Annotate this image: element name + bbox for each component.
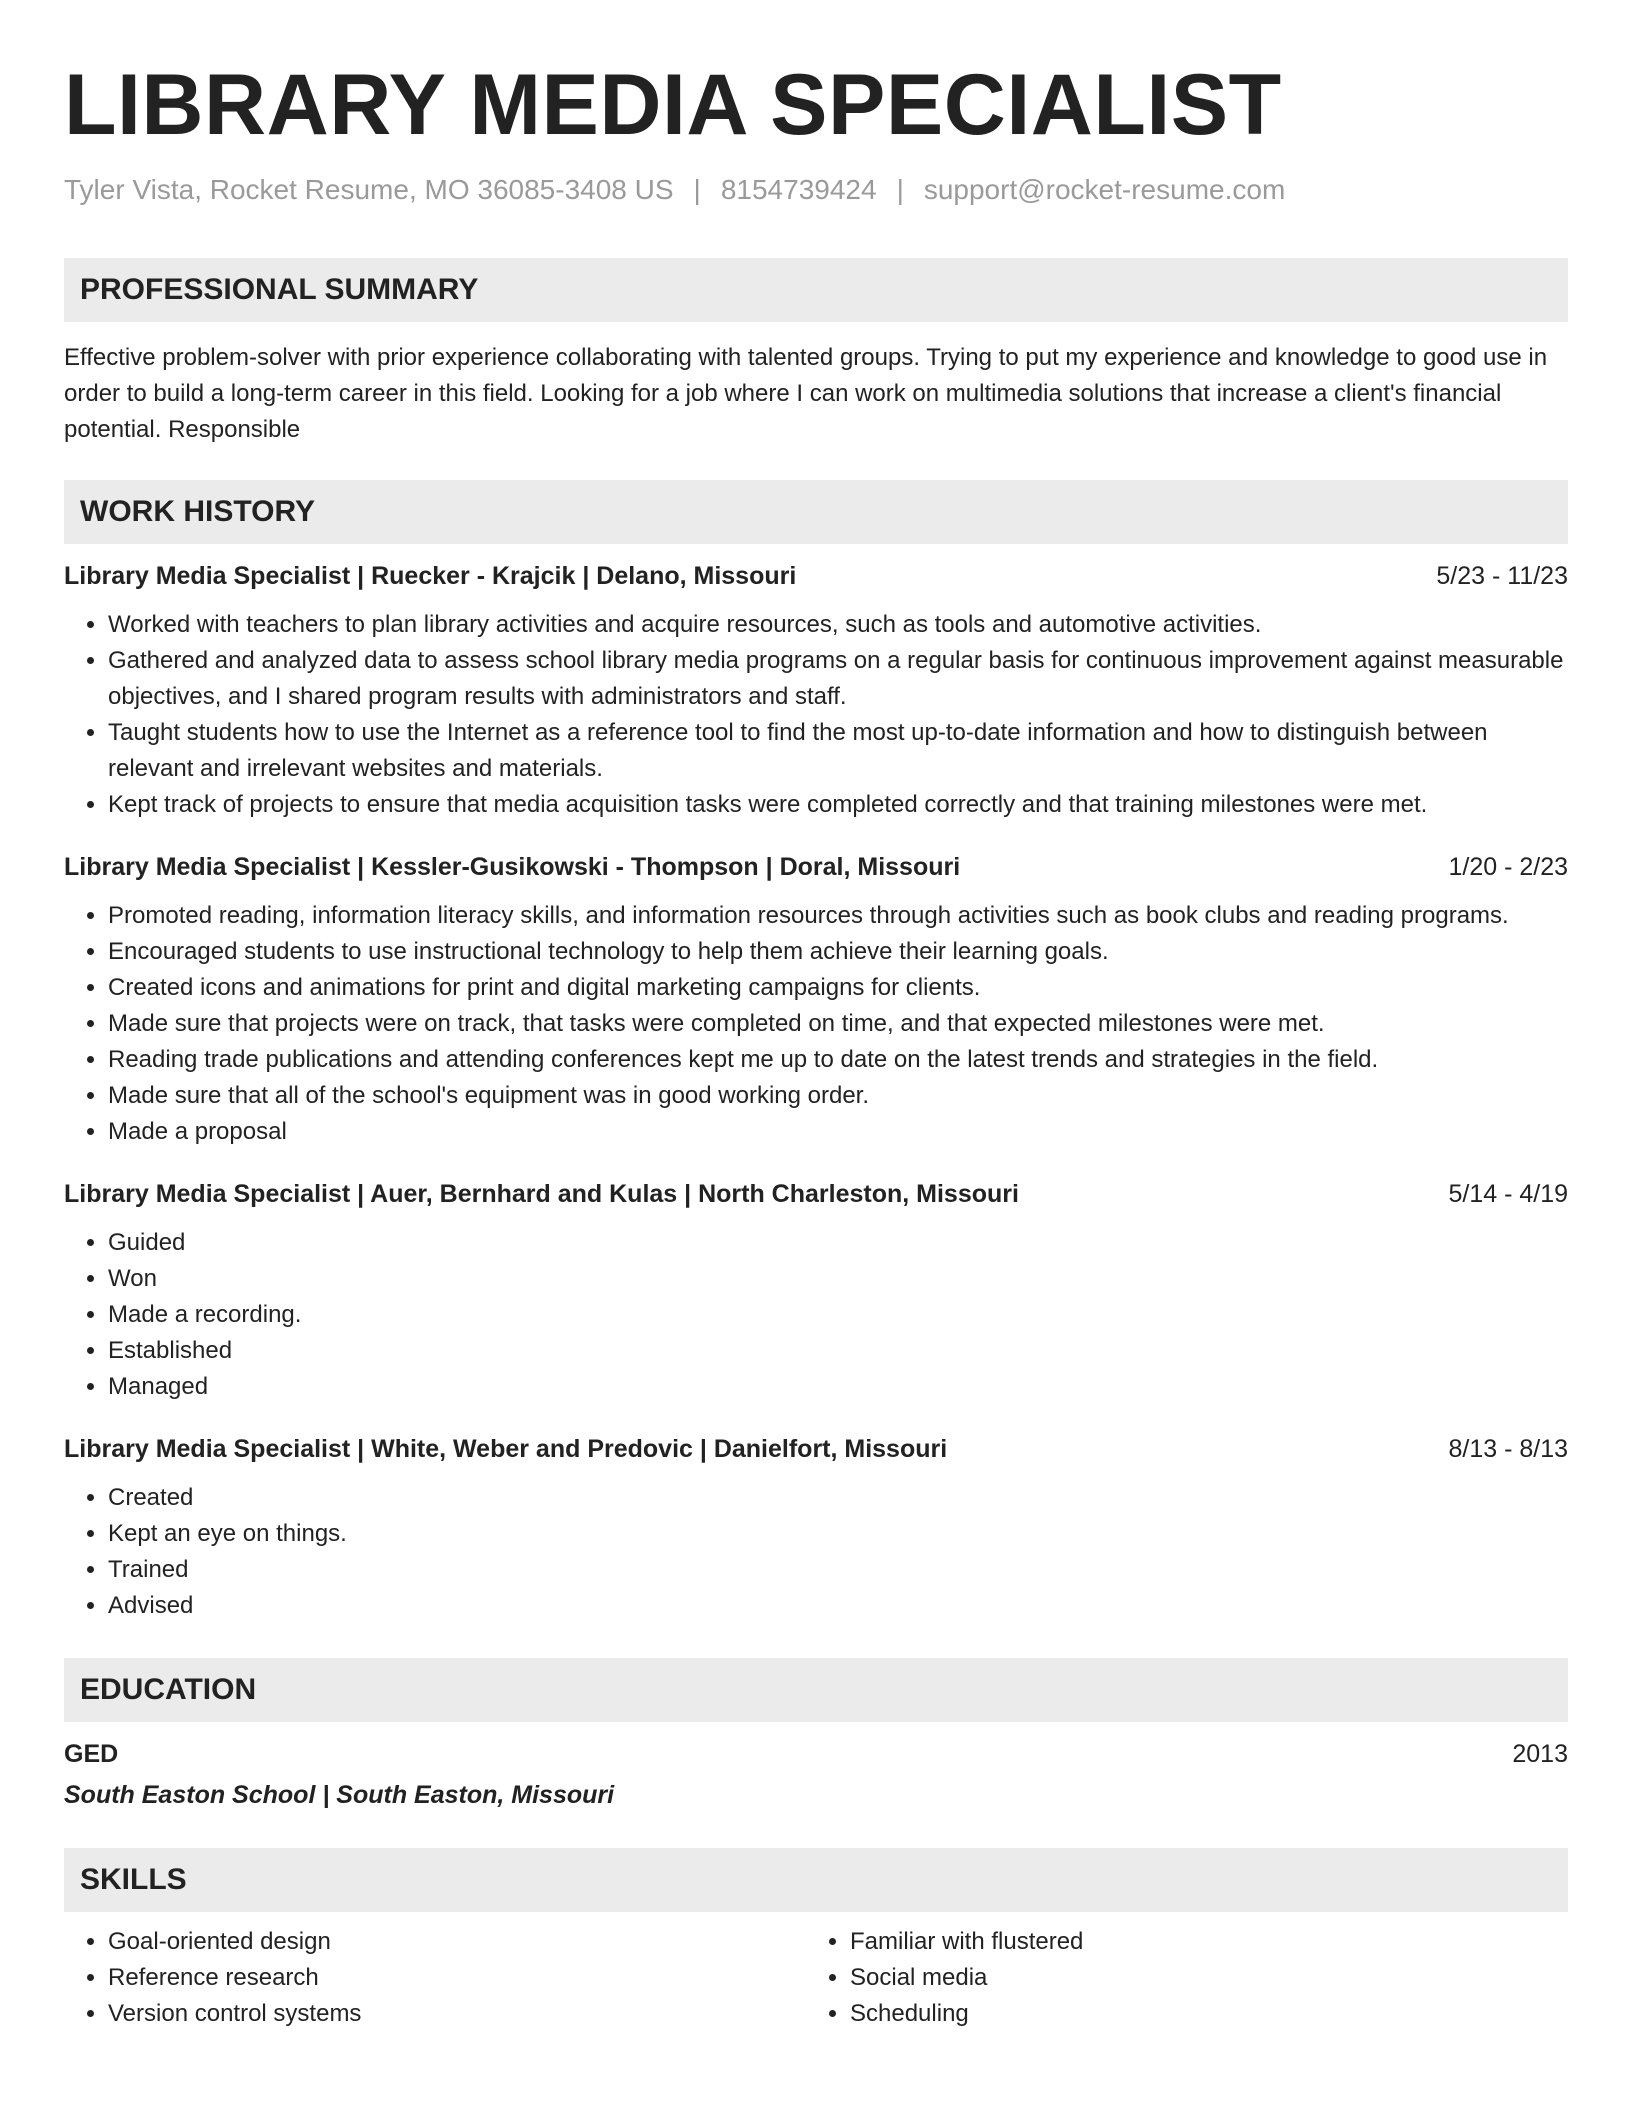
job-title: Library Media Specialist | White, Weber and Predovic | Danielfort, Missouri bbox=[64, 1435, 948, 1463]
job-bullet: • Promoted reading, information literacy skills, and information resources through activities such as book clubs and reading programs. bbox=[108, 898, 1568, 934]
education-heading: EDUCATION bbox=[64, 1658, 1568, 1722]
job-bullets bbox=[64, 1480, 1568, 1624]
job-bullet: • Kept track of projects to ensure that media acquisition tasks were completed correctly and that training milestones were met. bbox=[108, 787, 1568, 823]
job-title: Library Media Specialist | Kessler-Gusikowski - Thompson | Doral, Missouri bbox=[64, 853, 961, 881]
skills-list-right bbox=[806, 1924, 1548, 2032]
contact-email: support@rocket-resume.com bbox=[923, 174, 1286, 205]
job-bullet: • Made a recording. bbox=[108, 1297, 1568, 1333]
contact-phone: 8154739424 bbox=[720, 174, 877, 205]
resume-name: LIBRARY MEDIA SPECIALIST bbox=[64, 57, 1282, 153]
job-bullet: • Managed bbox=[108, 1369, 1568, 1405]
job-bullet: • Created bbox=[108, 1480, 1568, 1516]
contact-separator: | bbox=[693, 174, 701, 205]
job-bullet: • Won bbox=[108, 1261, 1568, 1297]
job-header bbox=[64, 1180, 1568, 1209]
job-bullets bbox=[64, 898, 1568, 1150]
work-history-heading: WORK HISTORY bbox=[64, 480, 1568, 544]
summary-heading: PROFESSIONAL SUMMARY bbox=[64, 258, 1568, 322]
contact-address: Tyler Vista, Rocket Resume, MO 36085-3408 US bbox=[64, 174, 674, 205]
contact-separator: | bbox=[896, 174, 904, 205]
job-bullets bbox=[64, 1225, 1568, 1405]
job-bullet: • Made sure that all of the school's equipment was in good working order. bbox=[108, 1078, 1568, 1114]
job-header bbox=[64, 562, 1568, 591]
job-header bbox=[64, 853, 1568, 882]
job-bullet: • Established bbox=[108, 1333, 1568, 1369]
job-bullets bbox=[64, 607, 1568, 823]
skill-item: • Scheduling bbox=[850, 1996, 1548, 2032]
skills-columns bbox=[64, 1924, 1568, 2032]
education-entry bbox=[64, 1740, 1568, 1810]
education-year: 2013 bbox=[1512, 1740, 1568, 1768]
skills-heading: SKILLS bbox=[64, 1848, 1568, 1912]
job-bullet: • Guided bbox=[108, 1225, 1568, 1261]
job-dates: 5/14 - 4/19 bbox=[1448, 1180, 1568, 1208]
job-bullet: • Taught students how to use the Internet as a reference tool to find the most up-to-date information and how to distinguish between relevant and irrelevant websites and materials. bbox=[108, 715, 1568, 787]
job-dates: 5/23 - 11/23 bbox=[1436, 562, 1568, 590]
job-bullet: • Made a proposal bbox=[108, 1114, 1568, 1150]
job-title: Library Media Specialist | Auer, Bernhard and Kulas | North Charleston, Missouri bbox=[64, 1180, 1019, 1208]
job-bullet: • Trained bbox=[108, 1552, 1568, 1588]
skill-item: • Familiar with flustered bbox=[850, 1924, 1548, 1960]
skill-item: • Reference research bbox=[108, 1960, 806, 1996]
skills-list-left bbox=[64, 1924, 806, 2032]
skill-item: • Goal-oriented design bbox=[108, 1924, 806, 1960]
skill-item: • Social media bbox=[850, 1960, 1548, 1996]
job-bullet: • Advised bbox=[108, 1588, 1568, 1624]
education-school: South Easton School | South Easton, Missouri bbox=[64, 1781, 615, 1809]
job-bullet: • Made sure that projects were on track, that tasks were completed on time, and that expected milestones were met. bbox=[108, 1006, 1568, 1042]
skill-item: • Version control systems bbox=[108, 1996, 806, 2032]
job-entry bbox=[64, 1180, 1568, 1405]
job-bullet: • Reading trade publications and attending conferences kept me up to date on the latest trends and strategies in the field. bbox=[108, 1042, 1568, 1078]
job-bullet: • Worked with teachers to plan library activities and acquire resources, such as tools and automotive activities. bbox=[108, 607, 1568, 643]
job-entry bbox=[64, 853, 1568, 1150]
contact-line bbox=[64, 174, 1568, 206]
education-degree: GED bbox=[64, 1740, 119, 1768]
job-title: Library Media Specialist | Ruecker - Krajcik | Delano, Missouri bbox=[64, 562, 797, 590]
job-entry bbox=[64, 1435, 1568, 1624]
job-bullet: • Created icons and animations for print and digital marketing campaigns for clients. bbox=[108, 970, 1568, 1006]
job-dates: 8/13 - 8/13 bbox=[1448, 1435, 1568, 1463]
job-bullet: • Kept an eye on things. bbox=[108, 1516, 1568, 1552]
education-header bbox=[64, 1740, 1568, 1769]
job-bullet: • Gathered and analyzed data to assess school library media programs on a regular basis for continuous improvement against measurable objectives, and I shared program results with administrators and staff. bbox=[108, 643, 1568, 715]
job-bullet: • Encouraged students to use instructional technology to help them achieve their learning goals. bbox=[108, 934, 1568, 970]
job-dates: 1/20 - 2/23 bbox=[1448, 853, 1568, 881]
job-entry bbox=[64, 562, 1568, 823]
summary-text: Effective problem-solver with prior experience collaborating with talented groups. Trying to put my experience and knowledge to good use in order to build a long-term career in this field. Looking for a job where I can work on multimedia solutions that increase a client's financial potential. Responsible bbox=[64, 344, 1548, 443]
job-header bbox=[64, 1435, 1568, 1464]
